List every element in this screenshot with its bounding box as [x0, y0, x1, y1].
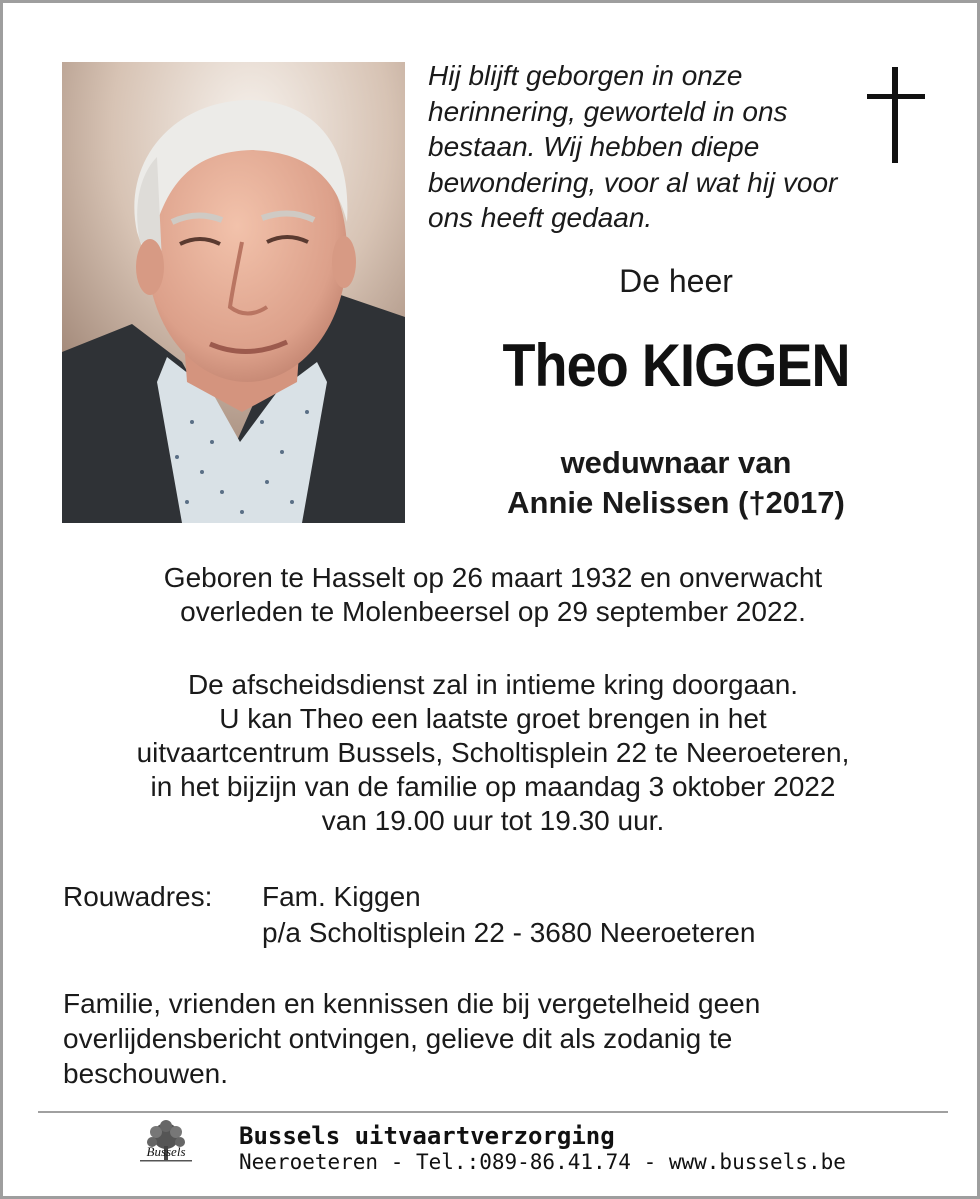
spouse-name: Annie Nelissen (†2017) — [507, 485, 845, 520]
text-line: van 19.00 uur tot 19.30 uur. — [321, 805, 665, 836]
text-line: Familie, vrienden en kennissen die bij vergetelheid geen — [63, 988, 761, 1019]
portrait-photo — [62, 62, 405, 523]
text-line: U kan Theo een laatste groet brengen in het — [219, 703, 767, 734]
poem — [428, 58, 898, 236]
bussels-logo-icon — [136, 1120, 196, 1176]
widower-line: weduwnaar van — [560, 445, 792, 480]
poem-line: ons heeft gedaan. — [428, 202, 653, 233]
poem-line: herinnering, geworteld in ons — [428, 95, 788, 127]
mourning-address-name: Fam. Kiggen — [262, 881, 421, 912]
salutation: De heer — [619, 263, 733, 299]
family-notice — [63, 986, 863, 1091]
text-line: in het bijzijn van de familie op maandag 3 oktober 2022 — [150, 771, 836, 802]
mourning-address-street: p/a Scholtisplein 22 - 3680 Neeroeteren — [262, 917, 756, 948]
text-line: overleden te Molenbeersel op 29 september 2022. — [180, 596, 806, 627]
birth-death-text — [63, 561, 923, 629]
portrait-illustration — [62, 62, 405, 523]
poem-line: bewondering, voor al wat hij voor — [428, 166, 838, 198]
text-line: De afscheidsdienst zal in intieme kring doorgaan. — [187, 669, 799, 700]
deceased-name: Theo KIGGEN — [502, 332, 850, 399]
poem-line: bestaan. Wij hebben diepe — [428, 131, 760, 162]
cross-icon — [867, 67, 925, 163]
mourning-address-label: Rouwadres: — [63, 881, 213, 912]
text-line: uitvaartcentrum Bussels, Scholtisplein 22 te Neeroeteren, — [136, 737, 850, 768]
text-line: beschouwen. — [63, 1058, 229, 1089]
widower-info — [428, 443, 924, 523]
footer-divider — [38, 1111, 948, 1113]
poem-line: Hij blijft geborgen in onze — [428, 60, 743, 91]
footer-company-name: Bussels uitvaartverzorging — [239, 1122, 615, 1150]
footer-contact: Neeroeteren - Tel.:089-86.41.74 - www.bussels.be — [239, 1150, 846, 1174]
text-line: Geboren te Hasselt op 26 maart 1932 en onverwacht — [163, 562, 823, 593]
text-line: overlijdensbericht ontvingen, gelieve dit als zodanig te — [63, 1023, 733, 1054]
ceremony-text — [63, 668, 923, 838]
svg-text:Bussels: Bussels — [146, 1144, 186, 1159]
